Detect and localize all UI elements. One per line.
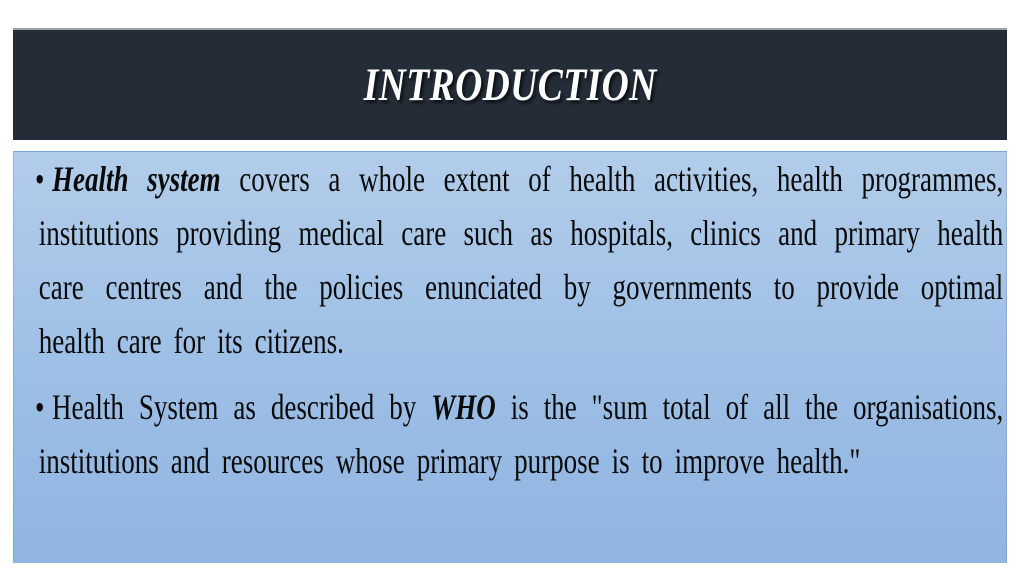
text-segment: Health system	[51, 159, 221, 199]
bullet-line	[35, 260, 1003, 314]
text-segment: health care for its citizens.	[38, 321, 344, 361]
bullet-line	[35, 314, 1003, 368]
text-segment: institutions and resources whose primary purpose is to improve health."	[38, 441, 861, 481]
text-segment: Health System as described by	[51, 387, 432, 427]
bullet-icon: •	[35, 159, 45, 199]
bullet-item	[35, 380, 1003, 488]
bullet-line	[35, 206, 1003, 260]
text-segment: covers a whole extent of health activities, health programmes,	[220, 159, 1004, 199]
content-panel	[13, 151, 1007, 563]
bullet-line	[35, 434, 1003, 488]
bullet-icon: •	[35, 387, 45, 427]
bullet-line	[35, 152, 1003, 206]
text-segment: WHO	[431, 387, 496, 427]
bullet-item	[35, 152, 1003, 368]
bullet-line	[35, 380, 1003, 434]
text-segment: is the "sum total of all the organisations,	[495, 387, 1004, 427]
slide-title: INTRODUCTION	[363, 59, 657, 111]
title-band	[13, 28, 1007, 140]
bullet-list	[35, 152, 1003, 488]
text-segment: care centres and the policies enunciated by governments to provide optimal	[38, 267, 1004, 307]
text-segment: institutions providing medical care such as hospitals, clinics and primary health	[38, 213, 1004, 253]
